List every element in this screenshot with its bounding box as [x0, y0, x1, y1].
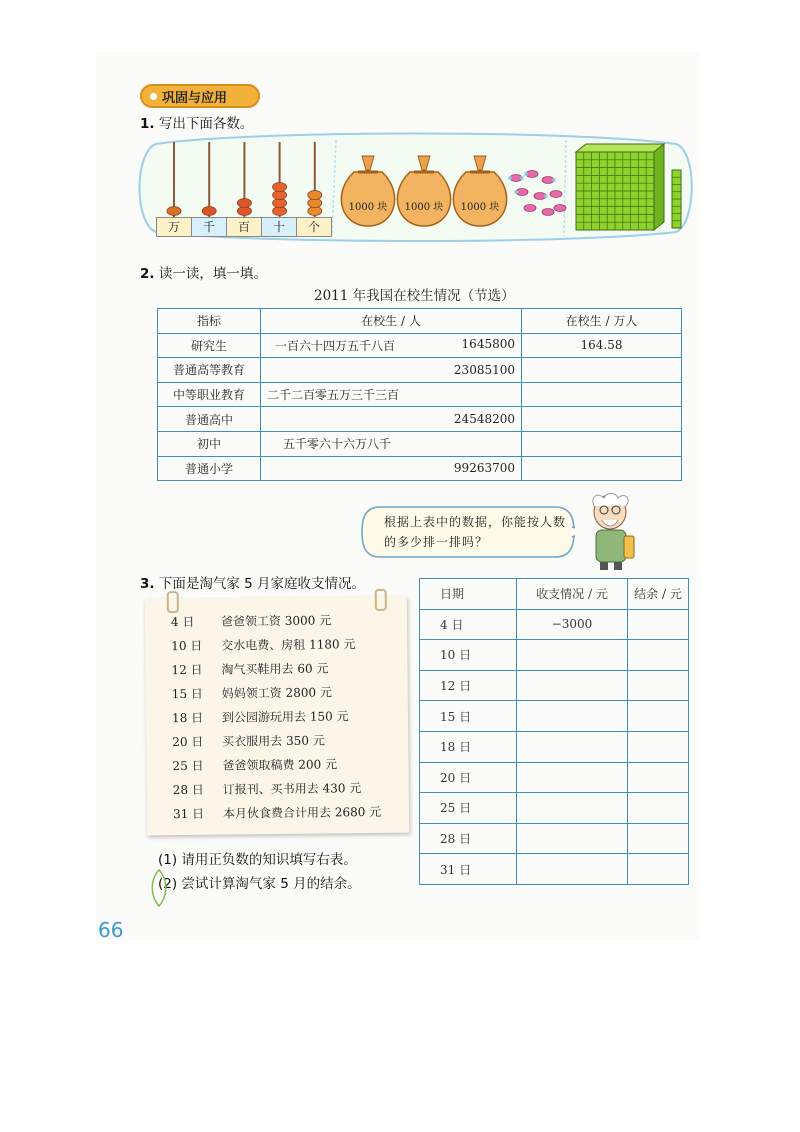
row-amount: [517, 731, 628, 762]
row-name: 中等职业教育: [158, 382, 261, 407]
question-2-text: 读一读，填一填。: [158, 266, 267, 282]
row-balance: [628, 701, 689, 732]
table-header: 日期: [420, 579, 517, 610]
abacus-label-wan: 万: [156, 217, 192, 237]
note-item: [173, 779, 362, 798]
row-balance: [628, 640, 689, 671]
abacus-bead: [273, 183, 287, 192]
note-item: [172, 732, 325, 751]
note-text: 淘气买鞋用去 60 元: [221, 661, 329, 677]
cube-top-face: [576, 144, 664, 152]
note-item: [171, 611, 331, 630]
abacus-label-shi: 十: [262, 217, 297, 237]
row-date: 4 日: [420, 609, 517, 640]
row-wan: [522, 407, 682, 432]
sub-question-number: (2): [158, 876, 178, 892]
note-text: 订报刊、买书用去 430 元: [222, 781, 362, 797]
row-amount: [517, 793, 628, 824]
section-tag-label: 巩固与应用: [162, 90, 228, 106]
paper-clip-icon: [375, 589, 387, 611]
money-bag-label: 1000 块: [460, 202, 500, 213]
count-number: 99263700: [453, 461, 515, 476]
table-header: 在校生 / 人: [261, 309, 522, 334]
income-expense-table: [419, 578, 689, 885]
table-row: [158, 382, 682, 407]
table-header: 结余 / 元: [628, 579, 689, 610]
cube-side-face: [654, 144, 664, 230]
count-number: 24548200: [453, 412, 515, 427]
question-3-number: 3.: [140, 576, 155, 592]
question-2-number: 2.: [140, 266, 155, 282]
abacus-label-qian: 千: [192, 217, 227, 237]
row-date: 12 日: [420, 670, 517, 701]
question-1: [140, 112, 253, 132]
table1-caption: 2011 年我国在校生情况（节选）: [314, 288, 515, 304]
table-row: [158, 431, 682, 456]
section-tag: [140, 84, 260, 108]
note-text: 爸爸领取稿费 200 元: [222, 757, 338, 773]
money-bag-label: 1000 块: [348, 202, 388, 213]
table-row: [420, 640, 689, 671]
abacus-bead: [167, 207, 181, 216]
note-date: 20 日: [172, 734, 204, 750]
note-text: 到公园游玩用去 150 元: [221, 709, 349, 725]
sub-question-text: 尝试计算淘气家 5 月的结余。: [181, 876, 361, 892]
table-row: [420, 793, 689, 824]
row-count: [261, 431, 522, 456]
row-count: [261, 407, 522, 432]
abacus-bead: [202, 207, 216, 216]
table-row: [158, 456, 682, 481]
row-count: [261, 358, 522, 383]
table-header-row: [420, 579, 689, 610]
money-bag-icon: [340, 152, 396, 230]
table-row: [158, 407, 682, 432]
note-item: [172, 683, 332, 702]
abacus-bead: [308, 191, 322, 200]
abacus-label-bai: 百: [227, 217, 262, 237]
candies-icon: [506, 168, 568, 226]
table-header-row: [158, 309, 682, 334]
money-bags: [340, 152, 510, 232]
count-words: 二千二百零五万三千三百: [267, 388, 400, 403]
page-number: 66: [98, 918, 124, 942]
row-count: [261, 456, 522, 481]
row-date: 15 日: [420, 701, 517, 732]
row-balance: [628, 609, 689, 640]
sub-question-1: [158, 848, 357, 868]
table-header: 收支情况 / 元: [517, 579, 628, 610]
question-3: [140, 572, 365, 592]
row-date: 25 日: [420, 793, 517, 824]
row-amount: −3000: [517, 609, 628, 640]
sub-question-2: [158, 872, 361, 892]
note-text: 本月伙食费合计用去 2680 元: [222, 804, 382, 821]
note-date: 12 日: [171, 662, 203, 678]
row-wan: 164.58: [522, 333, 682, 358]
note-text: 爸爸领工资 3000 元: [220, 613, 332, 629]
row-name: 普通小学: [158, 456, 261, 481]
row-amount: [517, 701, 628, 732]
row-balance: [628, 762, 689, 793]
note-date: 28 日: [172, 782, 204, 798]
table-row: [420, 701, 689, 732]
abacus-bead: [237, 199, 251, 208]
question-1-number: 1.: [140, 116, 155, 132]
tag-dot-icon: [150, 93, 157, 100]
row-count: [261, 333, 522, 358]
row-balance: [628, 670, 689, 701]
table-row: [420, 823, 689, 854]
row-date: 10 日: [420, 640, 517, 671]
row-amount: [517, 762, 628, 793]
row-name: 普通高等教育: [158, 358, 261, 383]
table-row: [158, 358, 682, 383]
question-3-text: 下面是淘气家 5 月家庭收支情况。: [158, 576, 365, 592]
count-number: 1645800: [461, 336, 515, 351]
note-date: 25 日: [172, 758, 204, 774]
question-2: [140, 262, 267, 282]
table-row: [420, 731, 689, 762]
note-date: 18 日: [171, 710, 204, 726]
sub-question-number: (1): [158, 852, 178, 868]
count-number: 23085100: [453, 362, 515, 377]
row-amount: [517, 640, 628, 671]
note-text: 妈妈领工资 2800 元: [221, 685, 333, 701]
row-balance: [628, 823, 689, 854]
row-balance: [628, 793, 689, 824]
sub-question-text: 请用正负数的知识填写右表。: [181, 852, 357, 868]
row-balance: [628, 731, 689, 762]
table-row: [158, 333, 682, 358]
row-date: 28 日: [420, 823, 517, 854]
count-words: 一百六十四万五千八百: [275, 338, 396, 353]
note-text: 买衣服用去 350 元: [222, 733, 325, 749]
table-header: 指标: [158, 309, 261, 334]
paper-clip-icon: [167, 591, 179, 613]
question-1-text: 写出下面各数。: [158, 116, 254, 132]
speech-text: 根据上表中的数据，你能按人数的多少排一排吗？: [384, 515, 567, 549]
row-amount: [517, 670, 628, 701]
money-bag-icon: [396, 152, 452, 230]
row-wan: [522, 358, 682, 383]
table-row: [420, 670, 689, 701]
row-date: 18 日: [420, 731, 517, 762]
money-bag-icon: [452, 152, 508, 230]
abacus-labels: [156, 217, 332, 237]
leaf-decoration-icon: [148, 868, 170, 908]
note-item: [173, 803, 381, 822]
note-date: 31 日: [172, 806, 205, 822]
note-date: 10 日: [171, 638, 203, 654]
money-bag-label: 1000 块: [404, 202, 444, 213]
note-item: [171, 635, 355, 654]
row-amount: [517, 823, 628, 854]
row-date: 20 日: [420, 762, 517, 793]
note-item: [171, 659, 328, 678]
row-count: [261, 382, 522, 407]
row-wan: [522, 431, 682, 456]
table-row: [420, 609, 689, 640]
cube-blocks-icon: [572, 142, 692, 234]
expense-note: [145, 597, 409, 836]
student-statistics-table: [157, 308, 682, 481]
row-wan: [522, 382, 682, 407]
row-wan: [522, 456, 682, 481]
teacher-character-icon: [584, 492, 640, 572]
row-amount: [517, 854, 628, 885]
note-item: [172, 707, 349, 726]
table-row: [420, 854, 689, 885]
table-row: [420, 762, 689, 793]
row-name: 初中: [158, 431, 261, 456]
note-item: [172, 755, 337, 774]
row-balance: [628, 854, 689, 885]
note-date: 4 日: [170, 614, 195, 630]
row-date: 31 日: [420, 854, 517, 885]
row-name: 研究生: [158, 333, 261, 358]
note-text: 交水电费、房租 1180 元: [221, 637, 356, 653]
row-name: 普通高中: [158, 407, 261, 432]
count-words: [267, 363, 275, 377]
note-date: 15 日: [171, 686, 203, 702]
count-words: 五千零六十六万八千: [283, 437, 392, 452]
abacus-label-ge: 个: [297, 217, 332, 237]
table-header: 在校生 / 万人: [522, 309, 682, 334]
